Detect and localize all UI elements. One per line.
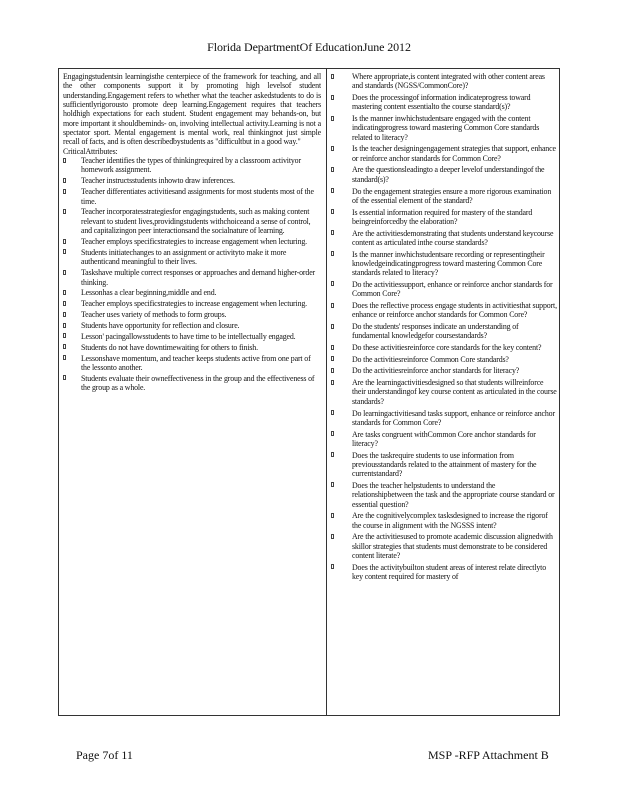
list-item-text: Does the processingof information indicateprogress toward mastering content essentialto the course standard(s)? bbox=[352, 93, 531, 112]
guiding-question-item bbox=[331, 532, 557, 560]
guiding-question-item bbox=[331, 451, 557, 479]
bullet-icon bbox=[63, 290, 66, 295]
guiding-question-item bbox=[331, 93, 557, 112]
guiding-question-item bbox=[331, 250, 557, 278]
list-item-text: Where appropriate,is content integrated with other content areas and standards (NGSS/CommonCore)? bbox=[352, 72, 545, 91]
list-item-text: Does the teacher helpstudents to understand the relationshipbetween the task and the appropriate course standard or essential question? bbox=[352, 480, 555, 509]
list-item-text: Are the learningactivitiesdesigned so that students willreinforce their understandingof key course content as articulated in the course standards? bbox=[352, 378, 557, 406]
bullet-icon bbox=[331, 188, 334, 193]
list-item-text: Is the manner inwhichstudentsare engaged with the content indicatingprogress toward mastering Common Core standards related to literacy? bbox=[352, 114, 540, 142]
list-item-text: Do learningactivitiesand tasks support, enhance or reinforce anchor standards for Common Core? bbox=[352, 408, 555, 427]
guiding-question-item bbox=[331, 301, 557, 320]
list-item-text: Is essential information required for mastery of the standard beingreinforcedby the elaboration? bbox=[352, 207, 533, 226]
guiding-question-item bbox=[331, 511, 557, 530]
bullet-icon bbox=[331, 345, 334, 350]
list-item-text: Taskshave multiple correct responses or approaches and demand higher-order thinking. bbox=[81, 268, 316, 287]
guiding-question-item bbox=[331, 563, 557, 582]
page-number: Page 7of 11 bbox=[76, 748, 133, 762]
critical-attributes-list bbox=[63, 156, 321, 393]
guiding-question-item bbox=[331, 187, 557, 206]
list-item-text: Do the students' responses indicate an understanding of fundamental knowledgefor coursestandards? bbox=[352, 322, 519, 341]
list-item-text: Teacher identifies the types of thinkingrequired by a classroom activityor homework assignment. bbox=[81, 156, 301, 175]
list-item-text: Are the questionsleadingto a deeper levelof understandingof the standard(s)? bbox=[352, 165, 545, 184]
bullet-icon bbox=[331, 368, 334, 373]
list-item-text: Students have opportunity for reflection and closure. bbox=[81, 321, 240, 331]
bullet-icon bbox=[63, 178, 66, 183]
bullet-icon bbox=[63, 312, 66, 317]
bullet-icon bbox=[63, 355, 66, 360]
bullet-icon bbox=[331, 209, 334, 214]
list-item-text: Are the cognitivelycomplex tasksdesigned to increase the rigorof the course in alignment with the NGSSS intent? bbox=[352, 511, 548, 530]
list-item-text: Does the reflective process engage students in activitiesthat support, enhance or reinforce anchor standards for Common Core? bbox=[352, 301, 557, 320]
bullet-icon bbox=[331, 230, 334, 235]
bullet-icon bbox=[63, 189, 66, 194]
list-item-text: Do the engagement strategies ensure a more rigorous examination of the essential element of the standard? bbox=[352, 186, 552, 205]
guiding-question-item bbox=[331, 378, 557, 406]
critical-attributes-label: CriticalAttributes: bbox=[63, 146, 118, 156]
guiding-question-item bbox=[331, 144, 557, 163]
critical-attribute-item bbox=[63, 237, 321, 246]
bullet-icon bbox=[331, 452, 334, 457]
content-table bbox=[58, 68, 560, 716]
list-item-text: Lessonshave momentum, and teacher keeps students active from one part of the lessonto another. bbox=[81, 353, 311, 373]
guiding-question-item bbox=[331, 165, 557, 184]
bullet-icon bbox=[331, 167, 334, 172]
critical-attribute-item bbox=[63, 310, 321, 319]
bullet-icon bbox=[63, 375, 66, 380]
list-item-text: Teacher employs specificstrategies to increase engagement when lecturing. bbox=[81, 299, 307, 309]
list-item-text: Are the activitiesdemonstrating that students understand keycourse content as articulated inthe course standards? bbox=[352, 228, 554, 247]
guiding-question-item bbox=[331, 409, 557, 428]
bullet-icon bbox=[331, 251, 334, 256]
bullet-icon bbox=[331, 410, 334, 415]
critical-attribute-item bbox=[63, 248, 321, 267]
guiding-question-item bbox=[331, 355, 557, 364]
list-item-text: Teacher incorporatesstrategiesfor engagingstudents, such as making content relevant to student lives,providingstudents withchoiceand a sense of control, and capitalizingon peer interactionsand the socialnature of learning. bbox=[81, 207, 311, 236]
guiding-questions-list bbox=[331, 72, 557, 581]
intro-paragraph: Engagingstudentsin learningisthe centerpiece of the framework for teaching, and all the other components support it by promoting high levelsof student understanding.Engagement refers to whether what the teacher askedstudents to do is sufficientlyrigorousto promote deep learning.Engagement requires that teachers holdhigh expectations for each student. Student engagement may behands-on, but more important it shouldbeminds- on, involving intellectual activity.Learning is not a spectator sport. Mental engagement is mental work, real thinkingnot just simple recall of facts, and is often describedbystudents as "difficultbut in a good way." bbox=[63, 72, 321, 147]
list-item-text: Students evaluate their owneffectiveness in the group and the effectiveness of the group as a whole. bbox=[81, 373, 315, 393]
list-item-text: Teacher uses variety of methods to form groups. bbox=[81, 310, 227, 320]
list-item-text: Teacher instructsstudents inhowto draw inferences. bbox=[81, 176, 235, 186]
bullet-icon bbox=[63, 249, 66, 254]
critical-attribute-item bbox=[63, 268, 321, 287]
guiding-question-item bbox=[331, 114, 557, 142]
critical-attribute-item bbox=[63, 299, 321, 308]
bullet-icon bbox=[63, 209, 66, 214]
bullet-icon bbox=[63, 239, 66, 244]
column-divider bbox=[326, 69, 327, 715]
guiding-question-item bbox=[331, 229, 557, 248]
bullet-icon bbox=[331, 74, 334, 79]
list-item-text: Lesson' pacingallowsstudents to have time to be intellectually engaged. bbox=[81, 331, 296, 341]
list-item-text: Students do not have downtimewaiting for others to finish. bbox=[81, 342, 258, 352]
guiding-question-item bbox=[331, 481, 557, 509]
bullet-icon bbox=[63, 270, 66, 275]
guiding-question-item bbox=[331, 343, 557, 352]
critical-attribute-item bbox=[63, 343, 321, 352]
list-item-text: Do these activitiesreinforce core standards for the key content? bbox=[352, 343, 542, 353]
page-header: Florida DepartmentOf EducationJune 2012 bbox=[207, 40, 411, 54]
right-column bbox=[331, 72, 557, 584]
list-item-text: Teacher employs specificstrategies to increase engagement when lecturing. bbox=[81, 237, 307, 247]
bullet-icon bbox=[331, 281, 334, 286]
critical-attribute-item bbox=[63, 207, 321, 235]
bullet-icon bbox=[331, 564, 334, 569]
list-item-text: Does the activitybuilton student areas of interest relate directlyto key content required for mastery of bbox=[352, 562, 547, 582]
bullet-icon bbox=[63, 301, 66, 306]
critical-attribute-item bbox=[63, 354, 321, 373]
guiding-question-item bbox=[331, 72, 557, 91]
critical-attribute-item bbox=[63, 187, 321, 206]
bullet-icon bbox=[331, 356, 334, 361]
list-item-text: Do the activitiessupport, enhance or reinforce anchor standards for Common Core? bbox=[352, 279, 553, 299]
bullet-icon bbox=[63, 158, 66, 163]
bullet-icon bbox=[63, 344, 66, 349]
list-item-text: Teacher differentiates activitiesand assignments for most students most of the time. bbox=[81, 187, 314, 206]
bullet-icon bbox=[331, 324, 334, 329]
bullet-icon bbox=[331, 513, 334, 518]
bullet-icon bbox=[331, 303, 334, 308]
bullet-icon bbox=[331, 380, 334, 385]
guiding-question-item bbox=[331, 366, 557, 375]
critical-attribute-item bbox=[63, 321, 321, 330]
bullet-icon bbox=[331, 431, 334, 436]
list-item-text: Are tasks congruent withCommon Core anchor standards for literacy? bbox=[352, 429, 536, 448]
list-item-text: Do the activitiesreinforce Common Core standards? bbox=[352, 354, 509, 364]
list-item-text: Does the taskrequire students to use information from previousstandards related to the attainment of mastery for the currentstandard? bbox=[352, 450, 537, 479]
list-item-text: Lessonhas a clear beginning,middle and end. bbox=[81, 288, 217, 298]
list-item-text: Students initiatechanges to an assignment or activityto make it more authenticand meaningful to their lives. bbox=[81, 247, 287, 267]
bullet-icon bbox=[331, 116, 334, 121]
critical-attribute-item bbox=[63, 288, 321, 297]
list-item-text: Is the manner inwhichstudentsare recording or representingtheir knowledgeindicatingprogress toward mastering Common Core standards related to literacy? bbox=[352, 249, 545, 278]
list-item-text: Do the activitiesreinforce anchor standards for literacy? bbox=[352, 366, 520, 376]
critical-attribute-item bbox=[63, 374, 321, 393]
guiding-question-item bbox=[331, 280, 557, 299]
bullet-icon bbox=[331, 534, 334, 539]
bullet-icon bbox=[331, 95, 334, 100]
guiding-question-item bbox=[331, 208, 557, 227]
attachment-label: MSP -RFP Attachment B bbox=[428, 748, 549, 762]
guiding-question-item bbox=[331, 322, 557, 341]
critical-attribute-item bbox=[63, 176, 321, 185]
left-column bbox=[63, 72, 321, 394]
bullet-icon bbox=[63, 323, 66, 328]
bullet-icon bbox=[331, 146, 334, 151]
critical-attribute-item bbox=[63, 332, 321, 341]
bullet-icon bbox=[331, 482, 334, 487]
list-item-text: Are the activitiesused to promote academic discussion alignedwith skillor strategies that students must demonstrate to be considered content literate? bbox=[352, 532, 553, 561]
list-item-text: Is the teacher designingengagement strategies that support, enhance or reinforce anchor standards for Common Core? bbox=[352, 144, 556, 163]
critical-attribute-item bbox=[63, 156, 321, 175]
guiding-question-item bbox=[331, 430, 557, 449]
bullet-icon bbox=[63, 333, 66, 338]
